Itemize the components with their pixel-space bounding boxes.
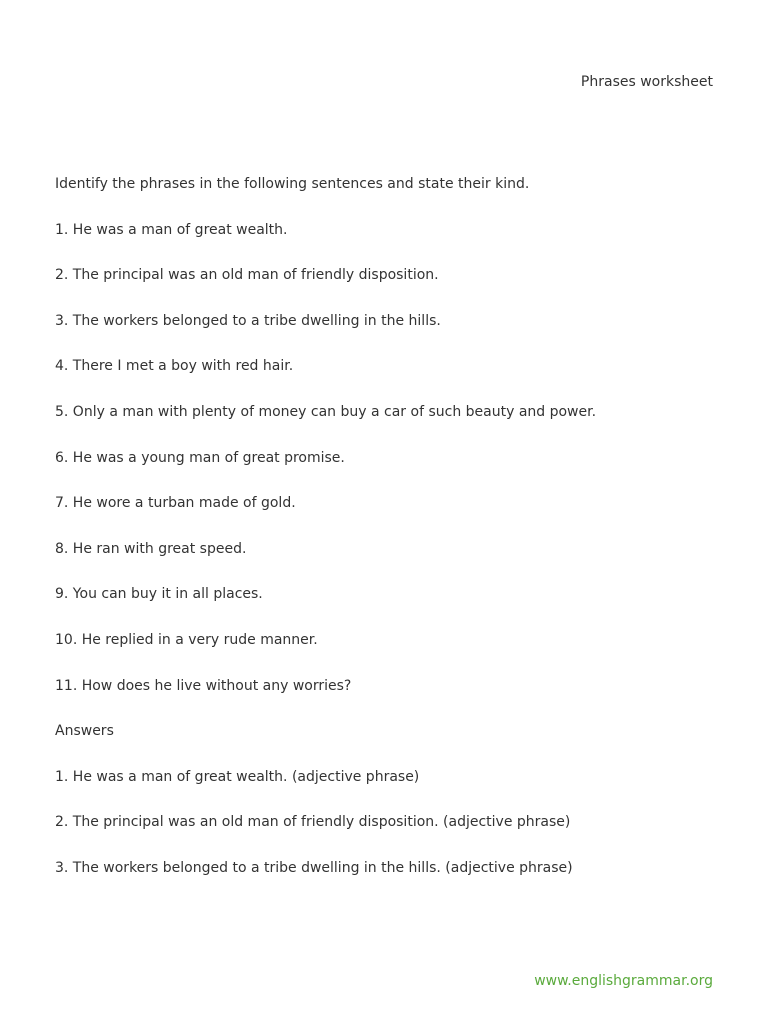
answers-heading: Answers	[55, 723, 114, 740]
question-item: 9. You can buy it in all places.	[55, 586, 263, 603]
question-item: 10. He replied in a very rude manner.	[55, 631, 318, 648]
question-item: 4. There I met a boy with red hair.	[55, 358, 294, 375]
question-item: 3. The workers belonged to a tribe dwelling in the hills.	[55, 312, 441, 329]
answer-item: 1. He was a man of great wealth. (adjective phrase)	[55, 768, 420, 785]
question-item: 11. How does he live without any worries?	[55, 677, 352, 694]
worksheet-body	[55, 175, 715, 905]
question-item: 1. He was a man of great wealth.	[55, 221, 288, 238]
question-item: 8. He ran with great speed.	[55, 540, 247, 557]
question-item: 2. The principal was an old man of friendly disposition.	[55, 267, 439, 284]
answer-item: 3. The workers belonged to a tribe dwelling in the hills. (adjective phrase)	[55, 859, 573, 876]
page-title: Phrases worksheet	[580, 74, 713, 90]
answer-item: 2. The principal was an old man of friendly disposition. (adjective phrase)	[55, 814, 571, 831]
instructions: Identify the phrases in the following sentences and state their kind.	[55, 176, 530, 192]
question-item: 5. Only a man with plenty of money can buy a car of such beauty and power.	[55, 403, 597, 420]
question-item: 7. He wore a turban made of gold.	[55, 495, 296, 512]
question-item: 6. He was a young man of great promise.	[55, 449, 345, 466]
footer-website-link[interactable]: www.englishgrammar.org	[534, 973, 713, 989]
